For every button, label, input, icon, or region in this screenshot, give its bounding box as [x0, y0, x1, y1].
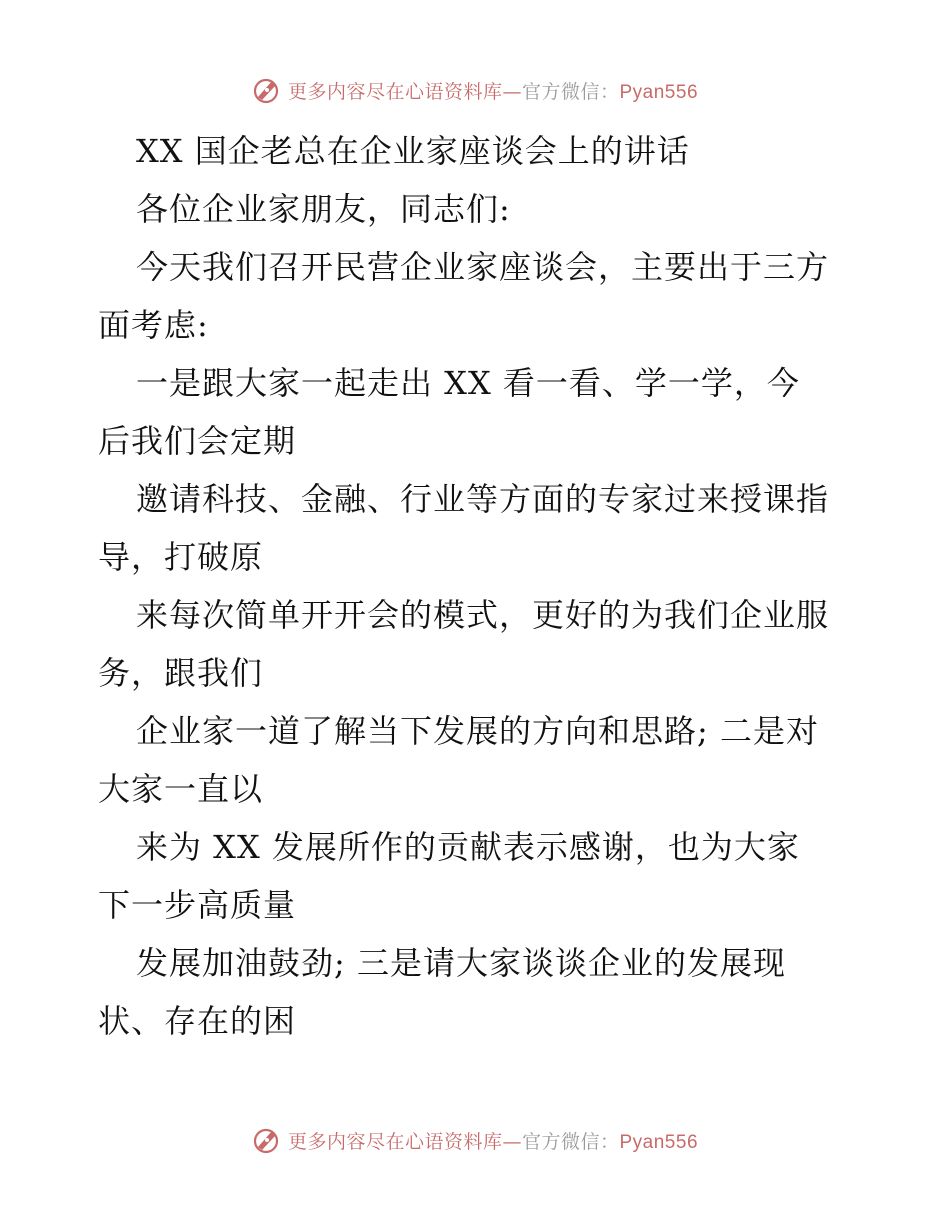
paragraph-line: 务，跟我们: [98, 654, 264, 692]
banner-text: [288, 77, 698, 104]
banner-wechat-label: 官方微信：: [521, 1130, 620, 1153]
document-title: XX 国企老总在企业家座谈会上的讲话: [136, 132, 690, 170]
pen-nib-circle-icon: [252, 75, 282, 105]
paragraph-line: 下一步高质量: [98, 886, 297, 924]
paragraph-line: 来每次简单开开会的模式，更好的为我们企业服: [136, 596, 830, 634]
paragraph-line: 企业家一道了解当下发展的方向和思路; 二是对: [136, 712, 819, 750]
paragraph-line: 导，打破原: [98, 538, 264, 576]
pen-nib-circle-icon: [252, 1125, 282, 1155]
banner-separator: —: [502, 80, 522, 103]
paragraph-line: 来为 XX 发展所作的贡献表示感谢，也为大家: [136, 828, 800, 866]
paragraph-line: 面考虑:: [98, 306, 209, 344]
salutation: 各位企业家朋友，同志们:: [136, 190, 511, 228]
paragraph-line: 大家一直以: [98, 770, 264, 808]
paragraph-line: 今天我们召开民营企业家座谈会，主要出于三方: [136, 248, 830, 286]
banner-text: [288, 1127, 698, 1154]
paragraph-line: 后我们会定期: [98, 422, 297, 460]
banner-separator: —: [502, 1130, 522, 1153]
paragraph-line: 一是跟大家一起走出 XX 看一看、学一学，今: [136, 364, 800, 402]
paragraph-line: 状、存在的困: [98, 1002, 297, 1040]
banner-account: Pyan556: [619, 1131, 699, 1153]
banner-left-text: 更多内容尽在心语资料库: [287, 80, 503, 103]
banner-wechat-label: 官方微信：: [521, 80, 620, 103]
footer-banner: [0, 1120, 950, 1160]
document-body: [98, 122, 858, 1050]
header-banner: [0, 70, 950, 110]
paragraph-line: 邀请科技、金融、行业等方面的专家过来授课指: [136, 480, 830, 518]
banner-left-text: 更多内容尽在心语资料库: [287, 1130, 503, 1153]
paragraph-line: 发展加油鼓劲; 三是请大家谈谈企业的发展现: [136, 944, 786, 982]
banner-account: Pyan556: [619, 81, 699, 103]
